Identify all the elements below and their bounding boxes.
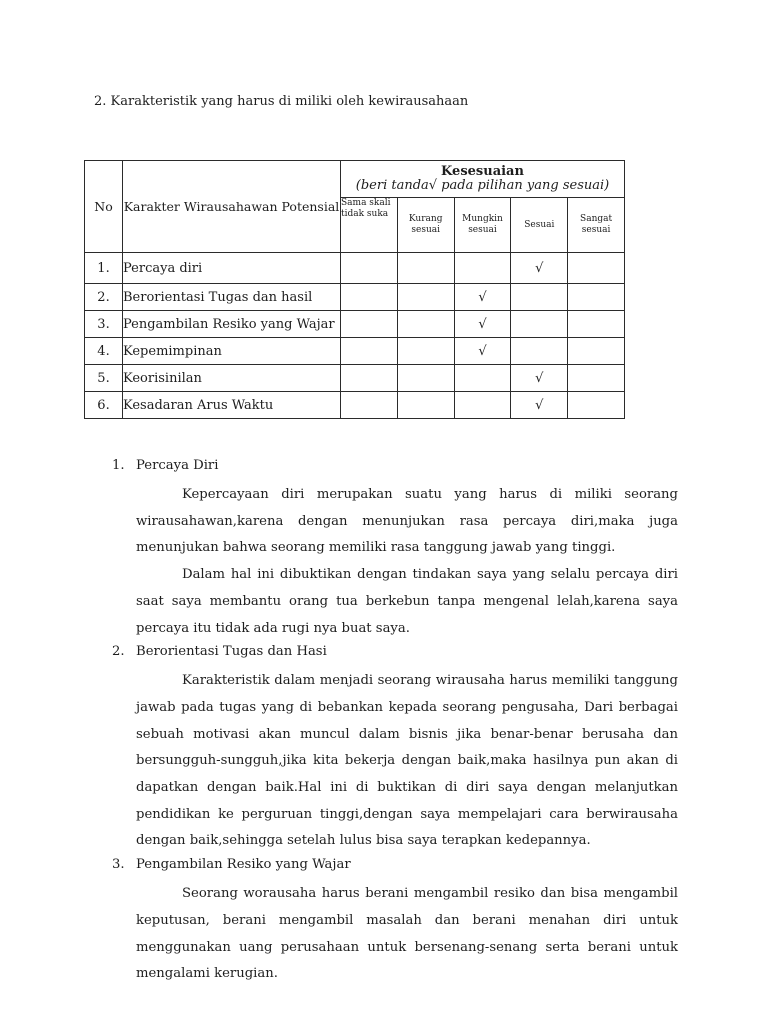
rating-cell (568, 365, 625, 392)
rating-cell (511, 392, 568, 419)
rating-cell (397, 338, 454, 365)
rating-cell (511, 311, 568, 338)
explanation-sections (112, 456, 678, 988)
header-no: No (85, 161, 123, 253)
row-number: 2. (85, 284, 123, 311)
table-row (85, 284, 625, 311)
table-row (85, 311, 625, 338)
check-mark: √ (535, 260, 544, 276)
rating-cell (568, 253, 625, 284)
section-title-row (112, 642, 678, 668)
rating-cell (397, 365, 454, 392)
row-number: 5. (85, 365, 123, 392)
scale-header-sesuai: Sesuai (511, 198, 568, 253)
row-karakter-name: Keorisinilan (123, 365, 341, 392)
row-karakter-name: Berorientasi Tugas dan hasil (123, 284, 341, 311)
section-number: 1. (112, 458, 125, 473)
rating-cell (454, 365, 511, 392)
scale-header-kurang-sesuai: Kurang sesuai (397, 198, 454, 253)
kesesuaian-title: Kesesuaian (441, 164, 524, 179)
table-row (85, 338, 625, 365)
scale-header-mungkin-sesuai: Mungkin sesuai (454, 198, 511, 253)
header-kesesuaian (341, 161, 625, 198)
section-paragraph: Karakteristik dalam menjadi seorang wirausaha harus memiliki tanggung jawab pada tugas yang di bebankan kepada seorang pengusaha, Dari berbagai sebuah motivasi akan muncul dalam bisnis jika benar-benar berusaha dan bersungguh-sungguh,jika kita bekerja dengan baik,maka hasilnya pun akan di dapatkan dengan baik.Hal ini di buktikan di diri saya dengan melanjutkan pendidikan ke perguruan tinggi,dengan saya mempelajari cara berwirausaha dengan baik,sehingga setelah lulus bisa saya terapkan kedepannya. (136, 673, 678, 849)
section-title-row (112, 855, 678, 881)
rating-cell (454, 338, 511, 365)
row-number: 1. (85, 253, 123, 284)
rating-cell (341, 365, 398, 392)
check-mark: √ (478, 343, 487, 359)
section-paragraph: Dalam hal ini dibuktikan dengan tindakan saya yang selalu percaya diri saat saya membantu orang tua berkebun tanpa mengenal lelah,karena saya percaya itu tidak ada rugi nya buat saya. (136, 567, 678, 636)
check-mark: √ (478, 316, 487, 332)
characteristics-table (84, 160, 625, 419)
rating-cell (454, 311, 511, 338)
rating-cell (341, 338, 398, 365)
section-paragraph: Seorang worausaha harus berani mengambil resiko dan bisa mengambil keputusan, berani mengambil masalah dan berani menahan diri untuk menggunakan uang perusahaan untuk bersenang-senang serta berani untuk mengalami kerugian. (136, 886, 678, 982)
rating-cell (341, 284, 398, 311)
rating-cell (454, 284, 511, 311)
rating-cell (341, 253, 398, 284)
rating-cell (397, 253, 454, 284)
check-mark: √ (535, 397, 544, 413)
rating-cell (511, 365, 568, 392)
section-title-row (112, 456, 678, 482)
rating-cell (568, 284, 625, 311)
row-karakter-name: Kepemimpinan (123, 338, 341, 365)
section-title: Percaya Diri (136, 458, 219, 473)
row-number: 3. (85, 311, 123, 338)
row-number: 4. (85, 338, 123, 365)
kesesuaian-note: (beri tanda√ pada pilihan yang sesuai) (355, 178, 610, 193)
table-row (85, 392, 625, 419)
rating-cell (454, 253, 511, 284)
rating-cell (511, 338, 568, 365)
scale-header-sangat-sesuai: Sangat sesuai (568, 198, 625, 253)
row-number: 6. (85, 392, 123, 419)
section-title: Berorientasi Tugas dan Hasi (136, 644, 327, 660)
check-mark: √ (478, 289, 487, 305)
row-karakter-name: Pengambilan Resiko yang Wajar (123, 311, 341, 338)
table-row (85, 253, 625, 284)
check-mark: √ (535, 370, 544, 386)
rating-cell (511, 253, 568, 284)
rating-cell (341, 392, 398, 419)
rating-cell (397, 284, 454, 311)
section-title: Pengambilan Resiko yang Wajar (136, 857, 351, 873)
row-karakter-name: Percaya diri (123, 253, 341, 284)
rating-cell (568, 392, 625, 419)
rating-cell (511, 284, 568, 311)
rating-cell (568, 338, 625, 365)
section-heading: 2. Karakteristik yang harus di miliki oleh kewirausahaan (94, 94, 469, 109)
rating-cell (397, 311, 454, 338)
rating-cell (341, 311, 398, 338)
section-number: 3. (112, 857, 125, 873)
section-number: 2. (112, 644, 125, 660)
table-row (85, 365, 625, 392)
rating-cell (454, 392, 511, 419)
rating-cell (568, 311, 625, 338)
rating-cell (397, 392, 454, 419)
row-karakter-name: Kesadaran Arus Waktu (123, 392, 341, 419)
header-karakter: Karakter Wirausahawan Potensial (123, 161, 341, 253)
scale-header-sama-skali: Sama skali tidak suka (341, 198, 398, 253)
section-paragraph: Kepercayaan diri merupakan suatu yang harus di miliki seorang wirausahawan,karena dengan menunjukan rasa percaya diri,maka juga menunjukan bahwa seorang memiliki rasa tanggung jawab yang tinggi. (136, 487, 678, 556)
